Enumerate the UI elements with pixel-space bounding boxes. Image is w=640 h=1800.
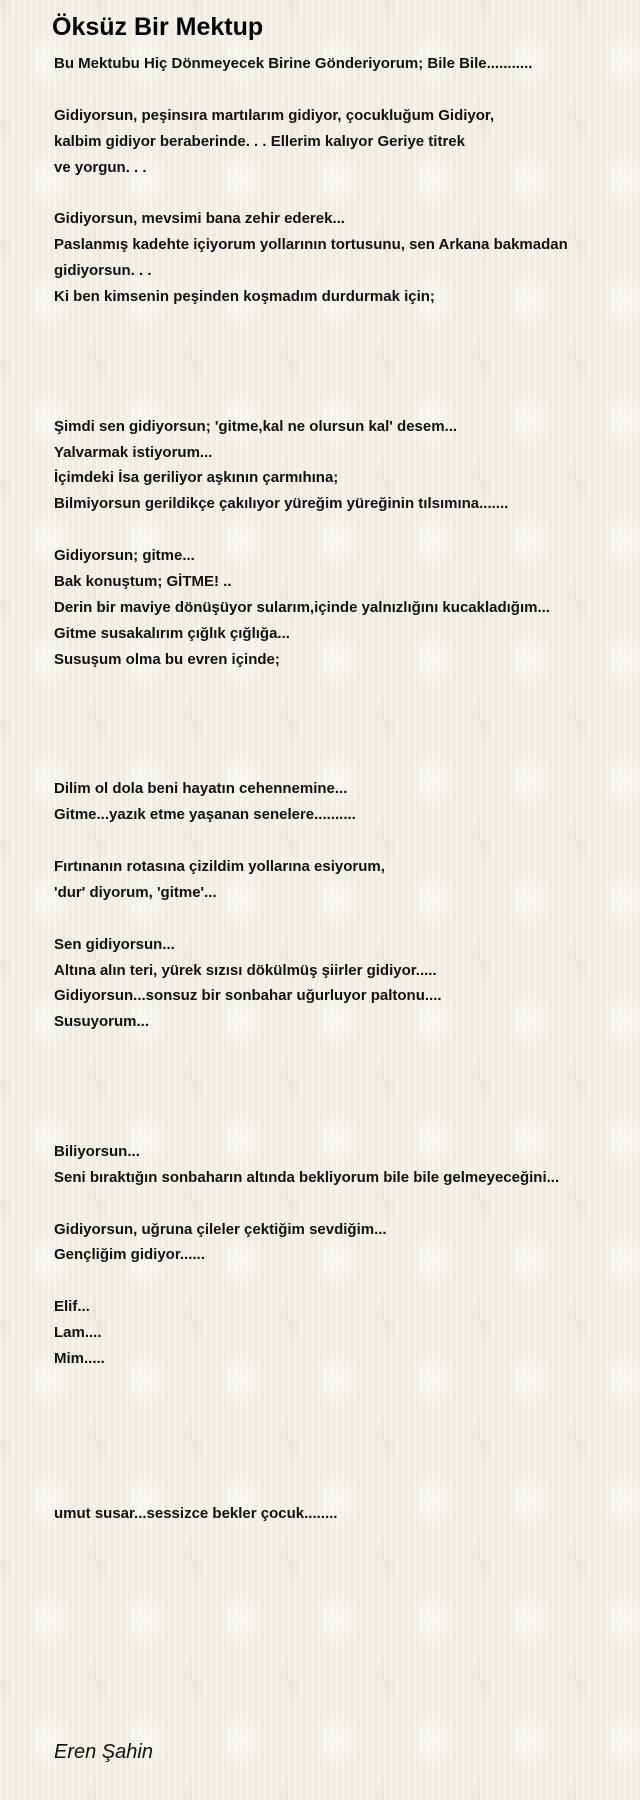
poem-line: Bu Mektubu Hiç Dönmeyecek Birine Gönderiyorum; Bile Bile........... <box>54 55 533 72</box>
poem-line: Gidiyorsun, uğruna çileler çektiğim sevdiğim... <box>54 1220 387 1238</box>
poem-blank-line <box>54 1372 624 1398</box>
poem-line: Elif... <box>54 1298 90 1316</box>
poem-line: Gidiyorsun...sonsuz bir sonbahar uğurluyor paltonu.... <box>54 987 442 1005</box>
poem-blank-line <box>54 750 624 776</box>
poem-line: Derin bir maviye dönüşüyor sularım,içinde yalnızlığını kucakladığım... <box>54 598 550 616</box>
poem-blank-line <box>54 1424 624 1450</box>
poem-line: Susuşum olma bu evren içinde; <box>54 650 280 668</box>
poem-line: İçimdeki İsa geriliyor aşkının çarmıhına; <box>54 469 339 487</box>
poem-blank-line <box>54 1268 624 1294</box>
poem-blank-line <box>54 1113 624 1139</box>
poem-line: Biliyorsun... <box>54 1142 140 1160</box>
poem-blank-line <box>54 336 624 362</box>
poem-blank-line <box>54 362 624 388</box>
poem-blank-line <box>54 1191 624 1217</box>
poem-line: Fırtınanın rotasına çizildim yollarına esiyorum, <box>54 857 385 875</box>
poem-line: Gitme susakalırım çığlık çığlığa... <box>54 624 290 642</box>
poem-line: ve yorgun. . . <box>54 158 147 176</box>
poem-line: Bilmiyorsun gerildikçe çakılıyor yüreğim yüreğinin tılsımına....... <box>54 495 509 513</box>
poem-line: Bak konuştum; GİTME! .. <box>54 573 232 591</box>
poem-line: Susuyorum... <box>54 1013 150 1031</box>
poem-line: Gitme...yazık etme yaşanan senelere.......... <box>54 806 356 824</box>
poem-line: gidiyorsun. . . <box>54 262 152 280</box>
poem-line: Gidiyorsun; gitme... <box>54 547 195 565</box>
poem-line: Şimdi sen gidiyorsun; 'gitme,kal ne olursun kal' desem... <box>54 417 458 435</box>
poem-line: Sen gidiyorsun... <box>54 935 175 953</box>
poem-blank-line <box>54 517 624 543</box>
poem-line: Lam.... <box>54 1324 102 1342</box>
poem-blank-line <box>54 310 624 336</box>
poem-body <box>54 51 624 1527</box>
poem-blank-line <box>54 181 624 207</box>
poem-line: Seni bıraktığın sonbaharın altında bekliyorum bile bile gelmeyeceğini... <box>54 1168 560 1186</box>
poem-line: Gidiyorsun, mevsimi bana zehir ederek... <box>54 210 345 228</box>
poem-blank-line <box>54 1035 624 1061</box>
poem-author: Eren Şahin <box>54 1741 153 1763</box>
poem-blank-line <box>54 699 624 725</box>
poem-blank-line <box>54 1061 624 1087</box>
poem-line: Gidiyorsun, peşinsıra martılarım gidiyor, çocukluğum Gidiyor, <box>54 106 495 124</box>
poem-blank-line <box>54 673 624 699</box>
poem-blank-line <box>54 724 624 750</box>
poem-blank-line <box>54 388 624 414</box>
poem-line: Yalvarmak istiyorum... <box>54 443 213 461</box>
poem-blank-line <box>54 1398 624 1424</box>
poem-blank-line <box>54 906 624 932</box>
poem-line: kalbim gidiyor beraberinde. . . Ellerim kalıyor Geriye titrek <box>54 132 465 150</box>
poem-line: 'dur' diyorum, 'gitme'... <box>54 883 217 901</box>
poem-line: Dilim ol dola beni hayatın cehennemine... <box>54 780 348 798</box>
poem-blank-line <box>54 77 624 103</box>
poem-line: Gençliğim gidiyor...... <box>54 1246 205 1264</box>
poem-title: Öksüz Bir Mektup <box>52 13 264 41</box>
poem-blank-line <box>54 1475 624 1501</box>
poem-blank-line <box>54 1087 624 1113</box>
poem-line: Paslanmış kadehte içiyorum yollarının tortusunu, sen Arkana bakmadan <box>54 236 568 254</box>
poem-line: Mim..... <box>54 1350 105 1368</box>
poem-line: Ki ben kimsenin peşinden koşmadım durdurmak için; <box>54 288 435 306</box>
poem-blank-line <box>54 828 624 854</box>
poem-line: umut susar...sessizce bekler çocuk........ <box>54 1505 338 1523</box>
poem-line: Altına alın teri, yürek sızısı dökülmüş şiirler gidiyor..... <box>54 961 437 979</box>
poem-blank-line <box>54 1450 624 1476</box>
